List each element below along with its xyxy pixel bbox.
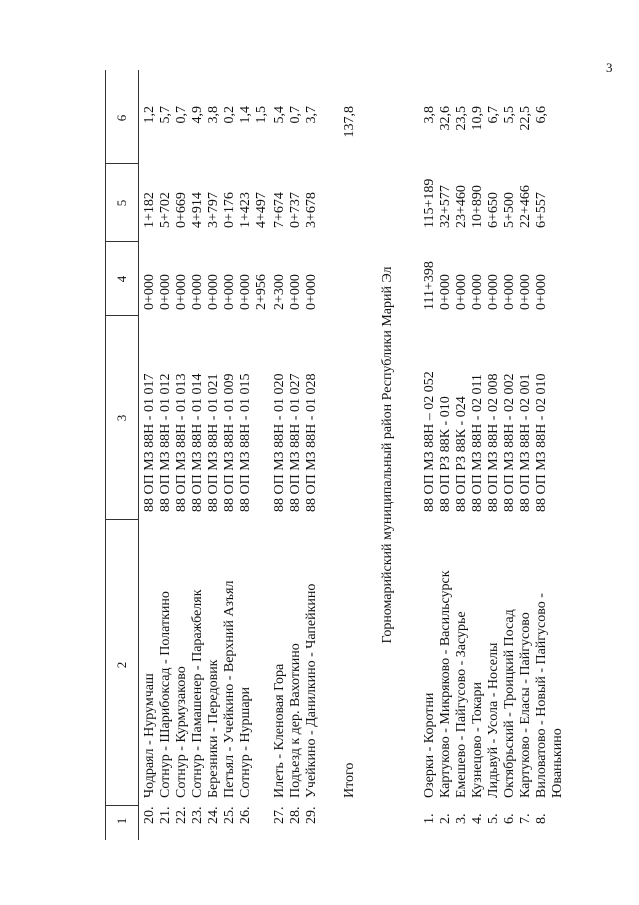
row-number: 3.	[454, 813, 469, 824]
col-header-1: 1	[114, 817, 129, 825]
start-km: 0+000	[206, 274, 221, 310]
total-label: Итого	[342, 762, 357, 798]
row-number: 5.	[486, 813, 501, 824]
start-km: 0+000	[288, 274, 303, 310]
row-number: 25.	[222, 806, 237, 824]
end-km: 6+557	[534, 192, 549, 228]
end-km: 7+674	[272, 192, 287, 228]
length: 32,6	[438, 106, 453, 131]
row-number: 29.	[304, 806, 319, 824]
col-sep	[105, 163, 138, 164]
road-name: Картуково - Микряково - Васильсурск	[438, 570, 453, 798]
length: 0,2	[222, 106, 237, 124]
road-code: 88 ОП МЗ 88Н - 01 014	[190, 373, 205, 512]
start-km: 2+956	[254, 274, 269, 310]
col-sep	[105, 519, 138, 520]
road-name: Сотнур - Шарибоксад - Полаткино	[158, 591, 173, 798]
start-km: 0+000	[222, 274, 237, 310]
road-name: Сотнур - Курмузаково	[174, 666, 189, 798]
length: 1,2	[142, 106, 157, 124]
length: 0,7	[288, 106, 303, 124]
road-name: Картуково - Еласы - Пайгусово	[518, 612, 533, 798]
table-row	[158, 70, 174, 840]
table-row	[238, 70, 254, 840]
end-km: 0+176	[222, 192, 237, 228]
row-number: 24.	[206, 806, 221, 824]
end-km: 1+182	[142, 192, 157, 228]
row-number: 4.	[470, 813, 485, 824]
header-bottom-rule	[138, 70, 139, 840]
row-number: 27.	[272, 806, 287, 824]
col-header-4: 4	[114, 275, 129, 283]
road-name: Учейкино - Данилкино - Чапейкино	[304, 583, 319, 798]
table-row	[486, 70, 502, 840]
table-row	[272, 70, 288, 840]
length: 10,9	[470, 106, 485, 131]
length: 3,8	[422, 106, 437, 124]
road-code: 88 ОП МЗ 88Н - 01 013	[174, 373, 189, 512]
total-value: 137,8	[342, 106, 357, 138]
road-name: Озерки - Коротни	[422, 692, 437, 798]
table-row	[502, 70, 518, 840]
length: 1,4	[238, 106, 253, 124]
road-name: Чодраял - Нурумчаш	[142, 673, 157, 798]
table-top-rule	[105, 70, 106, 840]
road-name: Илеть - Кленовая Гора	[272, 663, 287, 798]
table-row	[518, 70, 534, 840]
road-code: 88 ОП МЗ 88Н - 01 020	[272, 373, 287, 512]
road-name: Петъял - Учейкино - Верхний Азъял	[222, 580, 237, 798]
road-code: 88 ОП МЗ 88Н - 01 017	[142, 373, 157, 512]
road-name: Виловатово - Новый - Пайгусово -	[534, 593, 549, 798]
start-km: 0+000	[158, 274, 173, 310]
row-number: 8.	[534, 813, 549, 824]
table-row	[304, 70, 320, 840]
col-header-6: 6	[114, 114, 129, 122]
start-km: 2+300	[272, 274, 287, 310]
table-row	[422, 70, 438, 840]
road-name: Лидьвуй - Усола - Носелы	[486, 642, 501, 798]
road-name-continuation: Юванькино	[550, 728, 565, 798]
col-header-2: 2	[114, 661, 129, 669]
start-km: 0+000	[190, 274, 205, 310]
length: 5,5	[502, 106, 517, 124]
col-sep	[105, 805, 138, 806]
col-header-5: 5	[114, 199, 129, 207]
end-km: 10+890	[470, 185, 485, 228]
end-km: 0+737	[288, 192, 303, 228]
length: 0,7	[174, 106, 189, 124]
end-km: 4+497	[254, 192, 269, 228]
page-number: 3	[606, 60, 613, 75]
length: 5,7	[158, 106, 173, 124]
total-row	[342, 70, 358, 840]
road-name: Березники - Передовик	[206, 659, 221, 798]
row-number: 2.	[438, 813, 453, 824]
table-row	[174, 70, 190, 840]
start-km: 0+000	[238, 274, 253, 310]
table-row	[288, 70, 304, 840]
road-name: Емешево - Пайгусово - Засурье	[454, 611, 469, 798]
row-number: 28.	[288, 806, 303, 824]
table-row	[142, 70, 158, 840]
col-sep	[105, 315, 138, 316]
start-km: 0+000	[534, 274, 549, 310]
length: 5,4	[272, 106, 287, 124]
road-code: 88 ОП МЗ 88Н - 01 009	[222, 373, 237, 512]
length: 3,8	[206, 106, 221, 124]
start-km: 0+000	[438, 274, 453, 310]
end-km: 4+914	[190, 192, 205, 228]
road-code: 88 ОП МЗ 88Н - 01 021	[206, 373, 221, 512]
row-number: 21.	[158, 806, 173, 824]
table-row	[438, 70, 454, 840]
section-title	[380, 70, 396, 840]
road-code: 88 ОП МЗ 88Н - 02 011	[470, 374, 485, 512]
table-row-continuation	[550, 70, 566, 840]
end-km: 3+797	[206, 192, 221, 228]
start-km: 0+000	[174, 274, 189, 310]
rotated-table	[80, 70, 610, 840]
row-number: 22.	[174, 806, 189, 824]
start-km: 0+000	[304, 274, 319, 310]
end-km: 32+577	[438, 185, 453, 228]
length: 22,5	[518, 106, 533, 131]
table-row	[534, 70, 550, 840]
section-title-text: Горномарийский муниципальный район Республики Марий Эл	[380, 266, 395, 644]
road-code: 88 ОП МЗ 88Н - 02 001	[518, 373, 533, 512]
row-number: 26.	[238, 806, 253, 824]
road-name: Сотнур - Нуршари	[238, 686, 253, 798]
end-km: 3+678	[304, 192, 319, 228]
row-number: 1.	[422, 813, 437, 824]
start-km: 0+000	[470, 274, 485, 310]
row-number: 7.	[518, 813, 533, 824]
road-code: 88 ОП РЗ 88К - 010	[438, 396, 453, 512]
table-row	[470, 70, 486, 840]
road-name: Кузнецово - Токари	[470, 682, 485, 798]
road-name: Сотнур - Памашенер - Паражбеляк	[190, 589, 205, 798]
start-km: 0+000	[454, 274, 469, 310]
row-number: 23.	[190, 806, 205, 824]
table-row	[190, 70, 206, 840]
end-km: 115+189	[422, 178, 437, 228]
road-code: 88 ОП МЗ 88Н - 02 010	[534, 373, 549, 512]
length: 3,7	[304, 106, 319, 124]
end-km: 0+669	[174, 192, 189, 228]
start-km: 0+000	[518, 274, 533, 310]
road-code: 88 ОП МЗ 88Н - 01 028	[304, 373, 319, 512]
start-km: 0+000	[486, 274, 501, 310]
col-header-3: 3	[114, 414, 129, 422]
road-code: 88 ОП МЗ 88Н - 01 015	[238, 373, 253, 512]
road-code: 88 ОП МЗ 88Н - 02 008	[486, 373, 501, 512]
road-code: 88 ОП МЗ 88Н – 02 052	[422, 371, 437, 512]
table-row	[206, 70, 222, 840]
start-km: 0+000	[502, 274, 517, 310]
start-km: 0+000	[142, 274, 157, 310]
road-code: 88 ОП МЗ 88Н - 01 012	[158, 373, 173, 512]
length: 6,6	[534, 106, 549, 124]
end-km: 1+423	[238, 192, 253, 228]
length: 6,7	[486, 106, 501, 124]
road-name: Октябрьский - Троицкий Посад	[502, 609, 517, 798]
road-code: 88 ОП МЗ 88Н - 01 027	[288, 373, 303, 512]
length: 4,9	[190, 106, 205, 124]
length: 1,5	[254, 106, 269, 124]
end-km: 5+500	[502, 192, 517, 228]
end-km: 5+702	[158, 192, 173, 228]
road-name: Подъезд к дер. Вахоткино	[288, 643, 303, 798]
end-km: 6+650	[486, 192, 501, 228]
length: 23,5	[454, 106, 469, 131]
row-number: 6.	[502, 813, 517, 824]
end-km: 23+460	[454, 185, 469, 228]
road-code: 88 ОП МЗ 88Н - 02 002	[502, 373, 517, 512]
row-number: 20.	[142, 806, 157, 824]
end-km: 22+466	[518, 185, 533, 228]
col-sep	[105, 241, 138, 242]
start-km: 111+398	[422, 261, 437, 310]
road-code: 88 ОП РЗ 88К - 024	[454, 396, 469, 512]
table-row	[254, 70, 270, 840]
table-row	[222, 70, 238, 840]
table-row	[454, 70, 470, 840]
